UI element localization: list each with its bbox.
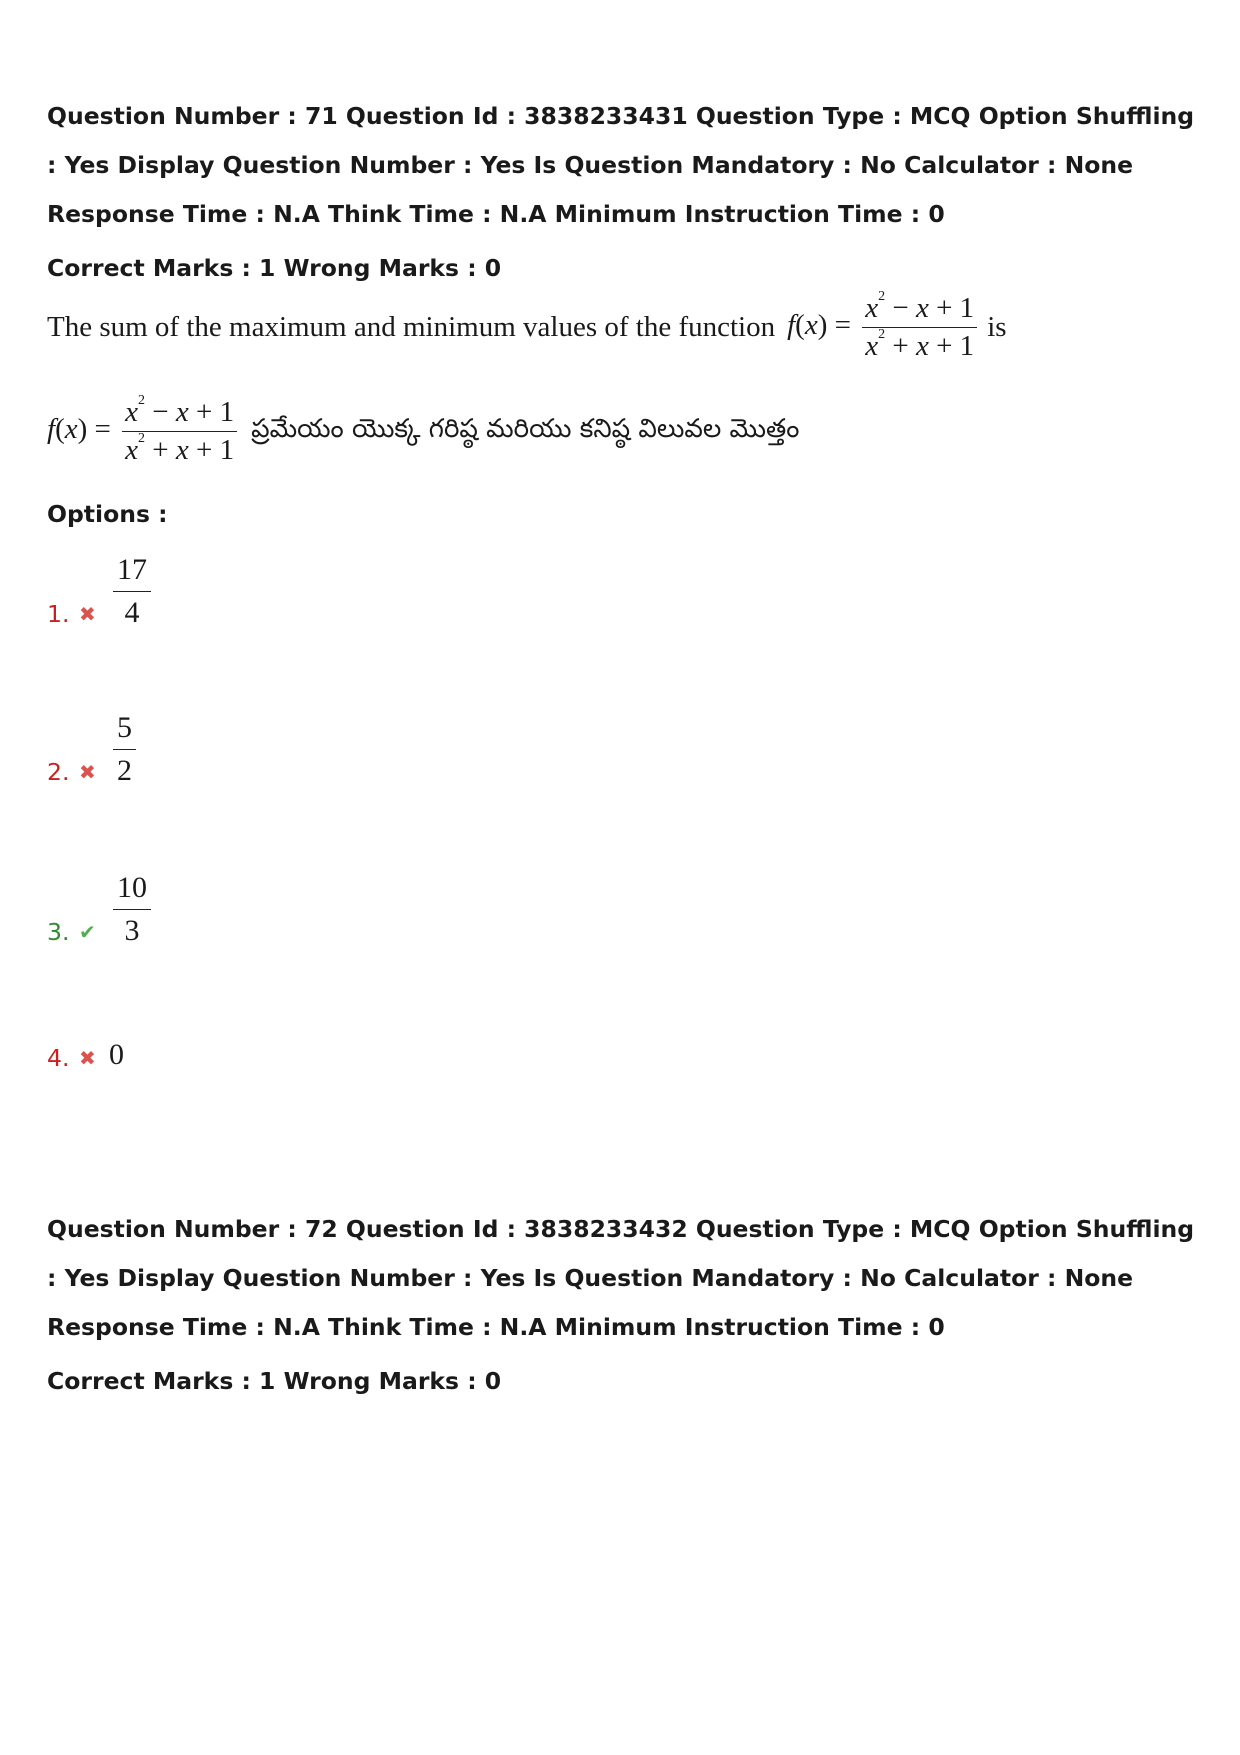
question-71-marks: Correct Marks : 1 Wrong Marks : 0 [47,254,502,282]
function-expression: f(x) = $\frac{x^2 - x + 1}{x^2 + x + 1}$ [787,294,981,361]
option-number: 2. [47,758,70,786]
function-fraction: $\frac{x^2 - x + 1}{x^2 + x + 1}$ [862,294,977,361]
question-71-telugu [47,393,800,466]
option-value: $\frac{10}{3}$ [109,873,155,946]
question-72-meta: Question Number : 72 Question Id : 3838233432 Question Type : MCQ Option Shuffling : Yes Display Question Number : Yes Is Question Mandatory : No Calculator : None Response Time : N.A Think Time : N.A Minimum Instruction Time : 0 [47,1215,1195,1341]
question-71-english [47,289,1007,362]
question-english-suffix: is [987,311,1007,343]
option-value: $\frac{17}{4}$ [109,555,155,628]
function-fraction-telugu: $\frac{x^2 - x + 1}{x^2 + x + 1}$ [122,398,237,465]
option-number: 4. [47,1044,70,1072]
option-value: $\frac{5}{2}$ [109,713,140,786]
option-3[interactable] [47,873,155,946]
option-number: 1. [47,600,70,628]
option-1[interactable] [47,555,155,628]
question-english-text: The sum of the maximum and minimum values of the function [47,311,776,343]
cross-icon: ✖ [79,1046,96,1070]
options-label: Options : [47,500,168,528]
question-71-meta: Question Number : 71 Question Id : 3838233431 Question Type : MCQ Option Shuffling : Yes Display Question Number : Yes Is Question Mandatory : No Calculator : None Response Time : N.A Think Time : N.A Minimum Instruction Time : 0 [47,102,1195,228]
question-telugu-text: ప్రమేయం యొక్క గరిష్ఠ మరియు కనిష్ఠ విలువల మొత్తం [251,413,800,444]
function-expression-telugu: f(x) = $\frac{x^2 - x + 1}{x^2 + x + 1}$ [47,398,241,465]
option-4[interactable] [47,1038,124,1072]
question-72-marks: Correct Marks : 1 Wrong Marks : 0 [47,1367,502,1395]
cross-icon: ✖ [79,760,96,784]
cross-icon: ✖ [79,602,96,626]
check-icon: ✔ [79,920,96,944]
option-value: 0 [109,1038,124,1071]
option-2[interactable] [47,713,140,786]
option-number: 3. [47,918,70,946]
